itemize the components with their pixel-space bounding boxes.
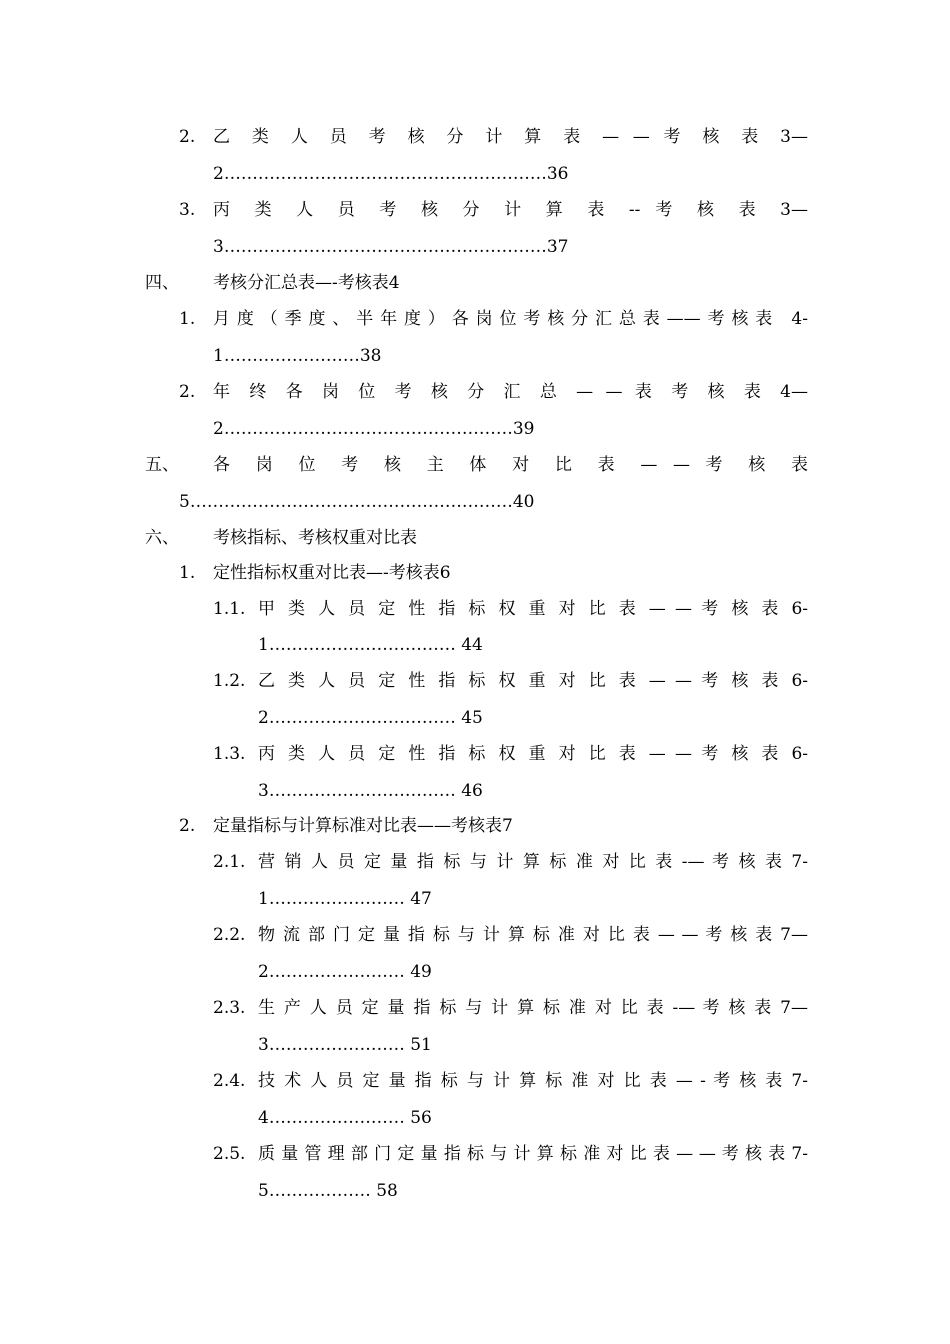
toc-entry-number: 1.: [179, 563, 196, 583]
toc-entry-continuation[interactable]: 2…………………………… 45: [258, 708, 483, 728]
toc-subentry-number: 2.4.: [213, 1071, 246, 1091]
toc-subentry-title[interactable]: 质 量 管 理 部 门 定 量 指 标 与 计 算 标 准 对 比 表 — — 考 核 表 7-: [258, 1144, 808, 1164]
toc-subentry-title[interactable]: 乙 类 人 员 定 性 指 标 权 重 对 比 表 — — 考 核 表 6-: [258, 671, 808, 691]
toc-subentry-number: 2.1.: [213, 852, 246, 872]
toc-entry-number: 3.: [179, 200, 196, 220]
toc-entry-title[interactable]: 定量指标与计算标准对比表——考核表7: [213, 816, 513, 836]
toc-subentry-number: 1.3.: [213, 744, 246, 764]
toc-entry-continuation[interactable]: 1……………………38: [213, 346, 382, 366]
toc-entry-title[interactable]: 年 终 各 岗 位 考 核 分 汇 总 — — 表 考 核 表 4—: [213, 382, 808, 402]
toc-entry-continuation[interactable]: 1…………………………… 44: [258, 635, 483, 655]
toc-subentry-number: 2.2.: [213, 925, 246, 945]
toc-subentry-title[interactable]: 技 术 人 员 定 量 指 标 与 计 算 标 准 对 比 表 — - 考 核 表 7-: [258, 1071, 808, 1091]
toc-subentry-number: 1.1.: [213, 599, 246, 619]
toc-entry-continuation[interactable]: 3…………………… 51: [258, 1035, 432, 1055]
toc-entry-number: 2.: [179, 816, 196, 836]
toc-section-number: 五、: [145, 455, 179, 475]
toc-section-number: 六、: [145, 528, 179, 548]
toc-entry-number: 2.: [179, 127, 196, 147]
toc-subentry-number: 2.5.: [213, 1144, 246, 1164]
toc-subentry-title[interactable]: 丙 类 人 员 定 性 指 标 权 重 对 比 表 — — 考 核 表 6-: [258, 744, 808, 764]
toc-entry-number: 2.: [179, 382, 196, 402]
toc-entry-continuation[interactable]: 2…………………………………………………36: [213, 164, 569, 184]
toc-entry-title[interactable]: 乙 类 人 员 考 核 分 计 算 表 — — 考 核 表 3—: [213, 127, 808, 147]
toc-entry-title[interactable]: 月度（季度、半年度）各岗位考核分汇总表——考核表 4-: [213, 309, 808, 329]
toc-subentry-title[interactable]: 甲 类 人 员 定 性 指 标 权 重 对 比 表 — — 考 核 表 6-: [258, 599, 808, 619]
toc-section-title[interactable]: 考核指标、考核权重对比表: [213, 528, 417, 548]
toc-section-number: 四、: [145, 273, 179, 293]
toc-entry-title[interactable]: 丙 类 人 员 考 核 分 计 算 表 -- 考 核 表 3—: [213, 200, 808, 220]
toc-entry-continuation[interactable]: 5…………………………………………………40: [179, 492, 535, 512]
toc-entry-number: 1.: [179, 309, 196, 329]
toc-entry-continuation[interactable]: 5……………… 58: [258, 1181, 398, 1201]
toc-subentry-number: 2.3.: [213, 998, 246, 1018]
toc-subentry-title[interactable]: 营 销 人 员 定 量 指 标 与 计 算 标 准 对 比 表 -— 考 核 表 7-: [258, 852, 808, 872]
toc-section-title[interactable]: 考核分汇总表—-考核表4: [213, 273, 400, 293]
toc-entry-continuation[interactable]: 4…………………… 56: [258, 1108, 432, 1128]
toc-entry-continuation[interactable]: 3…………………………………………………37: [213, 237, 569, 257]
toc-entry-continuation[interactable]: 2…………………… 49: [258, 962, 432, 982]
toc-subentry-title[interactable]: 物 流 部 门 定 量 指 标 与 计 算 标 准 对 比 表 — — 考 核 表 7—: [258, 925, 808, 945]
toc-entry-title[interactable]: 定性指标权重对比表—-考核表6: [213, 563, 451, 583]
toc-entry-continuation[interactable]: 1…………………… 47: [258, 889, 432, 909]
toc-entry-continuation[interactable]: 3…………………………… 46: [258, 781, 483, 801]
toc-section-title[interactable]: 各 岗 位 考 核 主 体 对 比 表 — — 考 核 表: [213, 455, 808, 475]
toc-subentry-number: 1.2.: [213, 671, 246, 691]
toc-subentry-title[interactable]: 生 产 人 员 定 量 指 标 与 计 算 标 准 对 比 表 -— 考 核 表 7—: [258, 998, 808, 1018]
toc-entry-continuation[interactable]: 2……………………………………………39: [213, 419, 535, 439]
